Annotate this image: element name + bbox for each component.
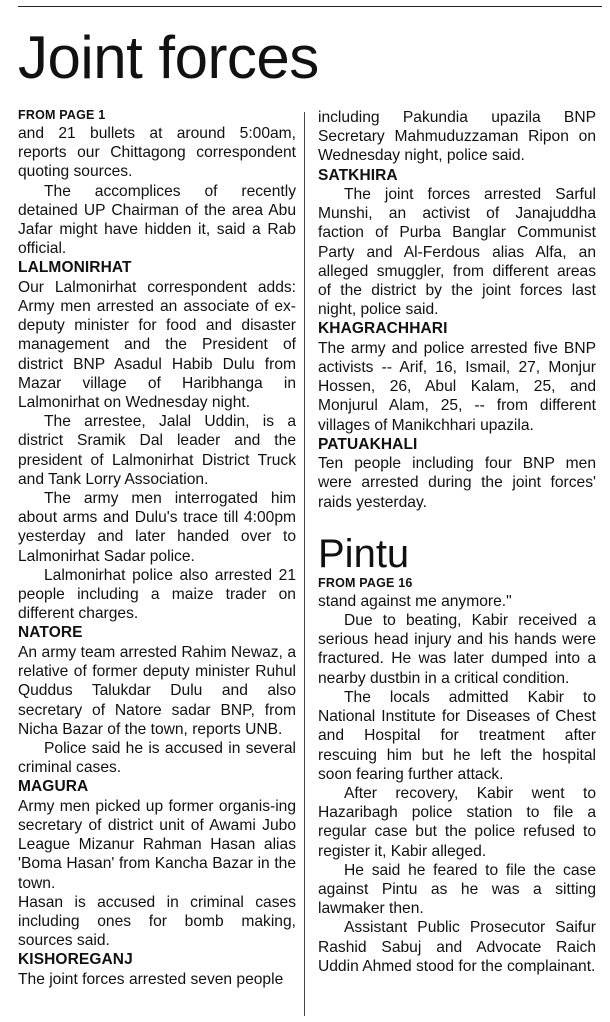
column-divider [304,112,305,1016]
paragraph: He said he feared to file the case against Pintu as he was a sitting lawmaker then. [318,861,596,918]
paragraph: The joint forces arrested Sarful Munshi, an activist of Janajuddha faction of Purba Banglar Communist Party and Al-Ferdous alias Alfa, an alleged smuggler, from different areas of the district by the joint forces last night, police said. [318,186,596,319]
paragraph: Hasan is accused in criminal cases including ones for bomb making, sources said. [18,893,296,950]
paragraph: After recovery, Kabir went to Hazaribagh police station to file a regular case but the police refused to register it, Kabir alleged. [318,784,596,860]
paragraph: Ten people including four BNP men were arrested during the joint forces' raids yesterday. [318,455,596,511]
article-column-left [18,108,296,989]
paragraph: The locals admitted Kabir to National Institute for Diseases of Chest and Hospital for treatment after rescuing him but he left the hospital soon fearing further attack. [318,688,596,783]
paragraph: The army and police arrested five BNP activists -- Arif, 16, Ismail, 27, Monjur Hossen, 26, Abul Kalam, 25, and Monjurul Alam, 25, -- from different villages of Manikchhari upazila. [318,339,596,434]
from-page-label: FROM PAGE 16 [318,575,413,590]
headline-pintu: Pintu [318,531,410,576]
paragraph: including Pakundia upazila BNP Secretary Mahmuduzzaman Ripon on Wednesday night, police said. [318,109,596,165]
paragraph: Assistant Public Prosecutor Saifur Rashid Sabuj and Advocate Raich Uddin Ahmed stood for the complainant. [318,919,596,975]
paragraph: stand against me anymore." [318,592,512,610]
paragraph: Army men picked up former organis-ing secretary of district unit of Awami Jubo League Mizanur Rahman Hasan alias 'Boma Hasan' from Kancha Bazar in the town. [18,797,296,892]
section-heading-natore: NATORE [18,624,83,642]
section-heading-patuakhali: PATUAKHALI [318,435,418,453]
article-column-right [318,108,596,976]
section-heading-satkhira: SATKHIRA [318,166,398,184]
section-heading-kishoreganj: KISHOREGANJ [18,951,133,969]
section-heading-khagrachhari: KHAGRACHHARI [318,320,448,338]
paragraph: The army men interrogated him about arms and Dulu's trace till 4:00pm yesterday and later handed over to Lalmonirhat Sadar police. [18,490,296,565]
paragraph: The arrestee, Jalal Uddin, is a district Sramik Dal leader and the president of Lalmonirhat District Truck and Tank Lorry Association. [18,413,296,488]
section-heading-magura: MAGURA [18,778,89,796]
from-page-label: FROM PAGE 1 [18,108,106,122]
paragraph: Our Lalmonirhat correspondent adds: Army men arrested an associate of ex-deputy minister for food and disaster management and the President of district BNP Asadul Habib Dulu from Mazar village of Haribhanga in Lalmonirhat on Wednesday night. [18,278,296,412]
top-rule [18,6,602,7]
paragraph: The joint forces arrested seven people [18,970,284,988]
headline-joint-forces: Joint forces [18,24,319,91]
paragraph: The accomplices of recently detained UP Chairman of the area Abu Jafar might have hidden it, said a Rab official. [18,182,296,258]
paragraph: Police said he is accused in several criminal cases. [18,739,296,777]
paragraph: Lalmonirhat police also arrested 21 people including a maize trader on different charges. [18,566,296,623]
section-heading-lalmonirhat: LALMONIRHAT [18,259,132,277]
paragraph: and 21 bullets at around 5:00am, reports our Chittagong correspondent quoting sources. [18,125,296,181]
paragraph: An army team arrested Rahim Newaz, a relative of former deputy minister Ruhul Quddus Talukdar Dulu and also secretary of Natore sadar BNP, from Nicha Bazar of the town, reports UNB. [18,643,296,738]
paragraph: Due to beating, Kabir received a serious head injury and his hands were fractured. He was later dumped into a nearby dustbin in a critical condition. [318,612,596,687]
